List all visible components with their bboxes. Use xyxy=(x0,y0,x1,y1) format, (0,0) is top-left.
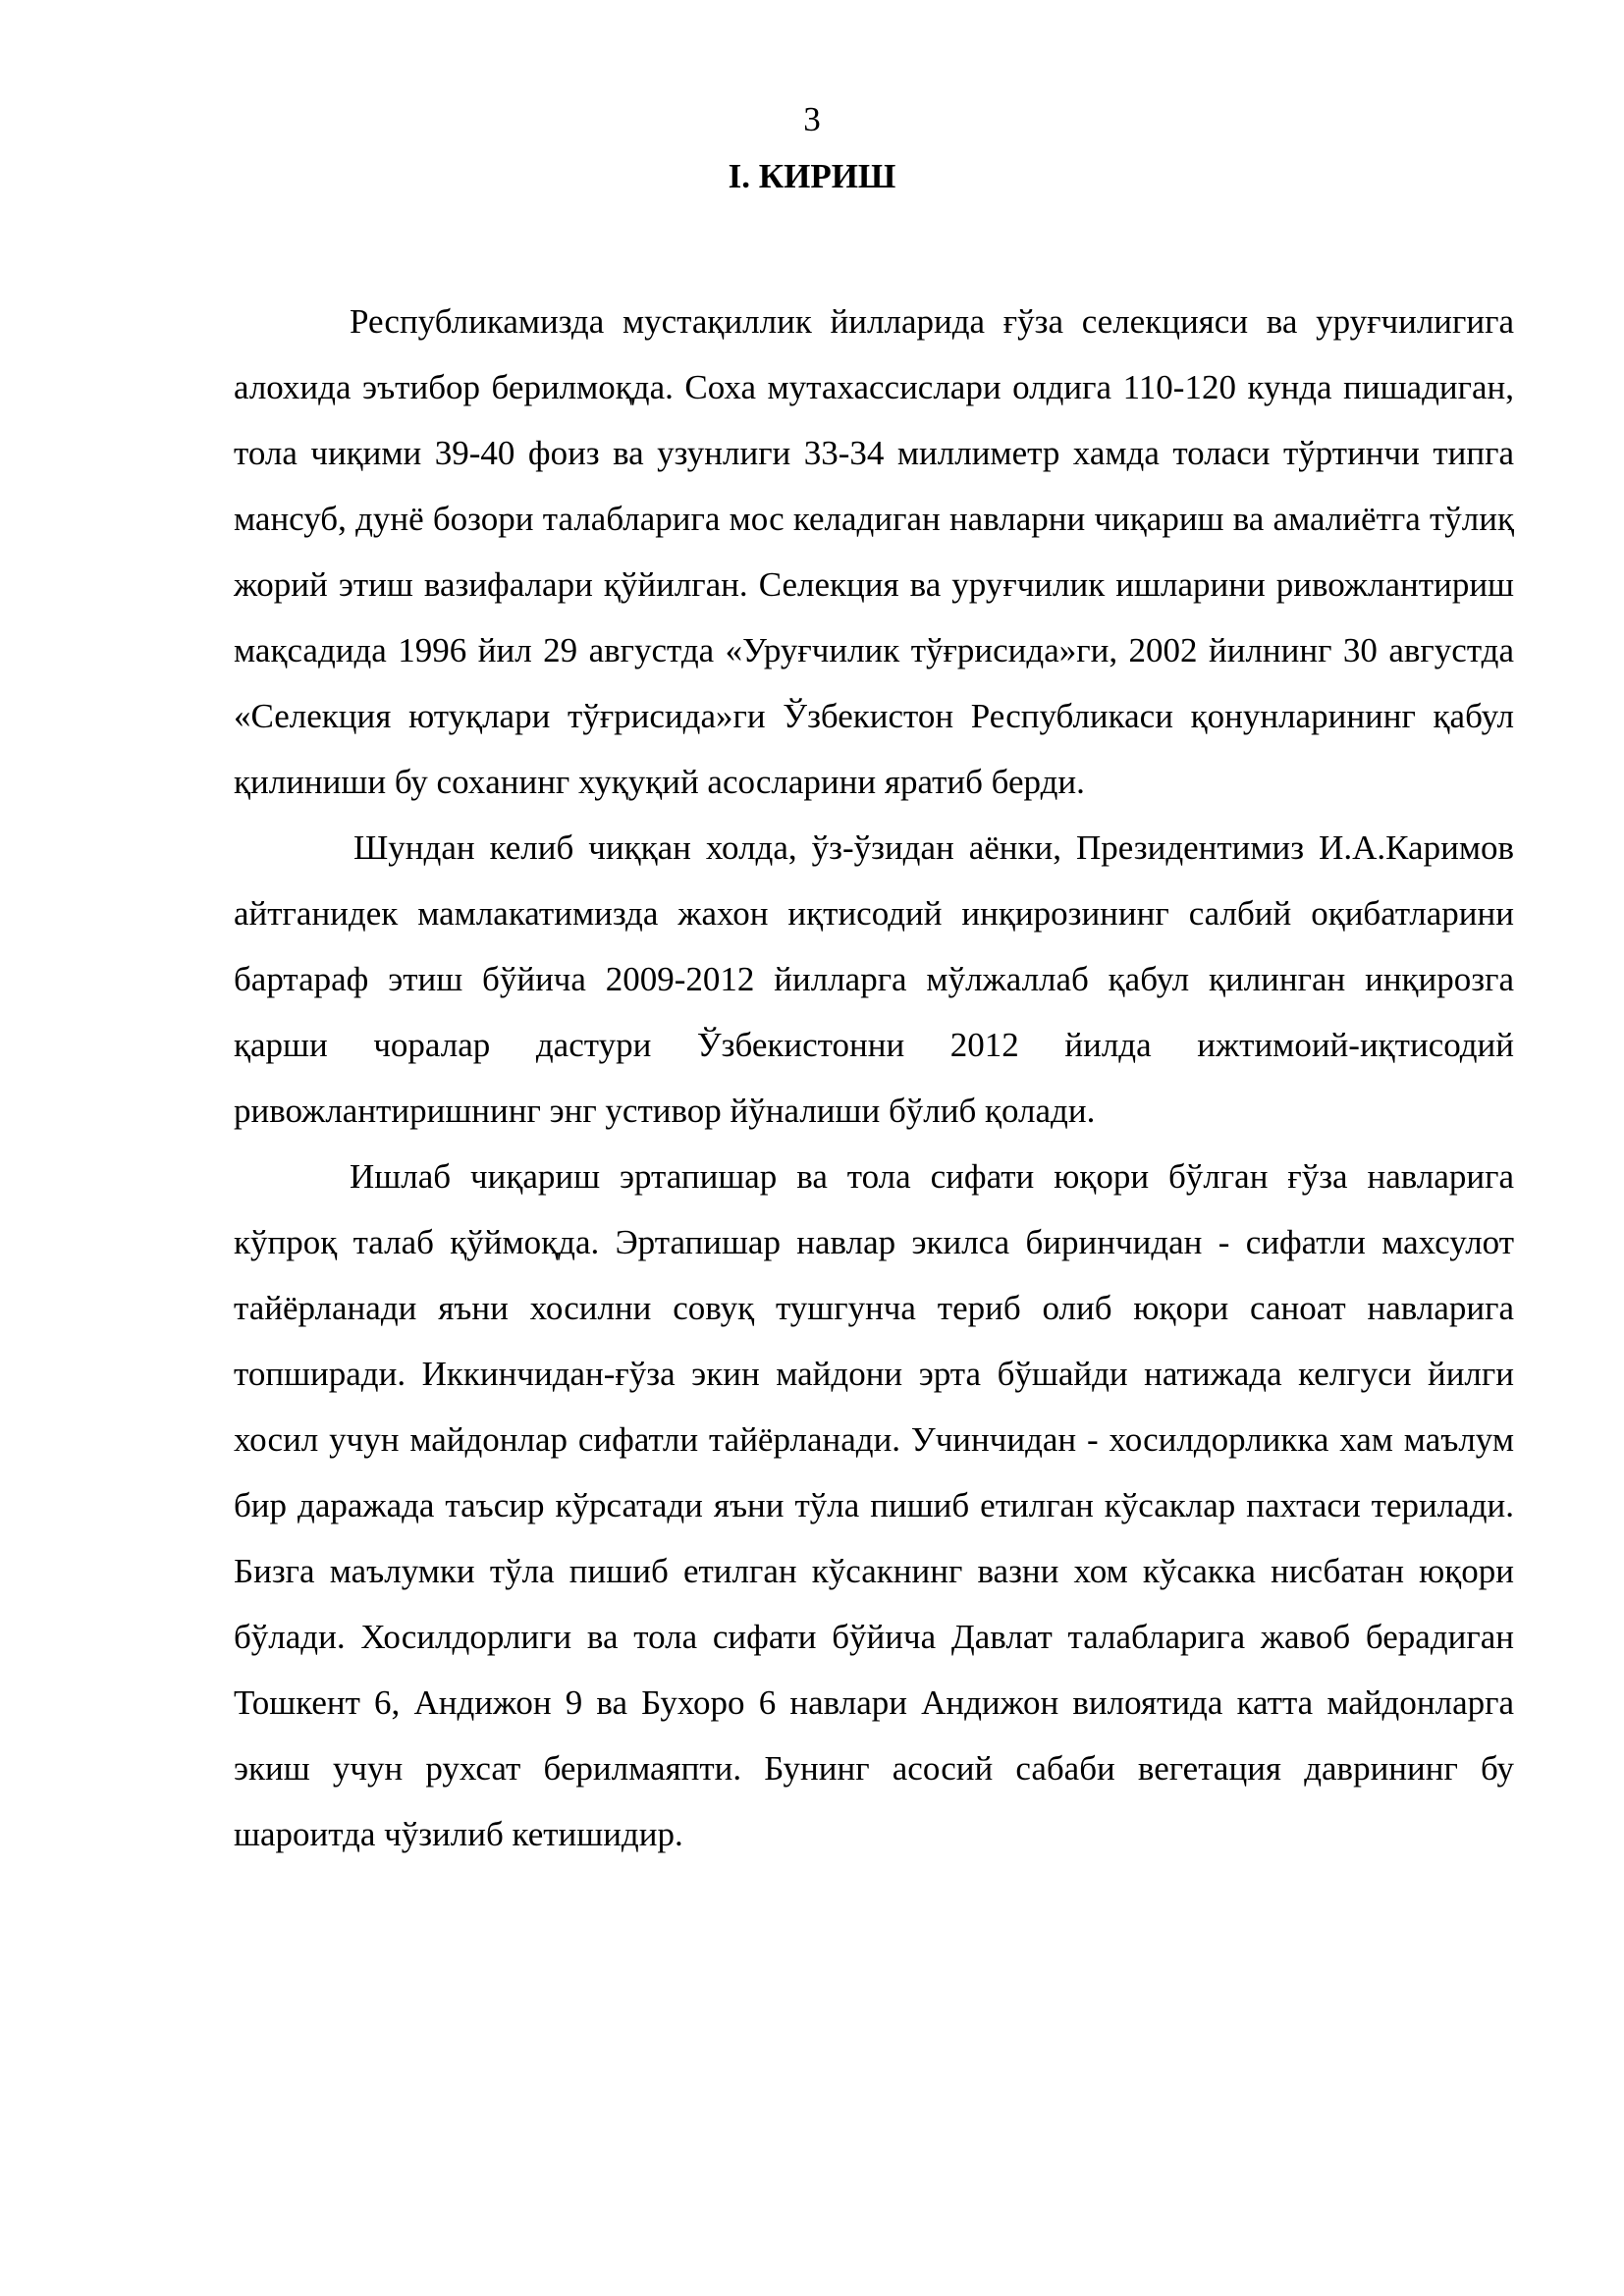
section-heading: I. КИРИШ xyxy=(728,157,896,195)
paragraph-1: Республикамизда мустақиллик йилларида ғўза селекцияси ва уруғчилигига алохида эътибор берилмоқда. Соха мутахассислари олдига 110-120 кунда пишадиган, тола чиқими 39-40 фоиз ва узунлиги 33-34 миллиметр хамда толаси тўртинчи типга мансуб, дунё бозори талабларига мос келадиган навларни чиқариш ва амалиётга тўлиқ жорий этиш вазифалари қўйилган. Селекция ва уруғчилик ишларини ривожлантириш мақсадида 1996 йил 29 августда «Уруғчилик тўғрисида»ги, 2002 йилнинг 30 августда «Селекция ютуқлари тўғрисида»ги Ўзбекистон Республикаси қонунларининг қабул қилиниши бу сохaнинг хуқуқий асосларини яратиб берди. xyxy=(234,302,1514,801)
paragraph-2: Шундан келиб чиққан холда, ўз-ўзидан аёнки, Президентимиз И.А.Каримов айтганидек мамлакатимизда жахон иқтисодий инқирозининг салбий оқибатларини бартараф этиш бўйича 2009-2012 йилларга мўлжаллаб қабул қилинган инқирозга қарши чоралар дастури Ўзбекистонни 2012 йилда ижтимоий-иқтисодий ривожлантиришнинг энг устивор йўналиши бўлиб қолади. xyxy=(234,828,1514,1130)
paragraph-3: Ишлаб чиқариш эртапишар ва тола сифати юқори бўлган ғўза навларига кўпроқ талаб қўймоқда. Эртапишар навлар экилса биринчидан - сифатли махсулот тайёрланади яъни хосилни совуқ тушгунча териб олиб юқори саноат навларига топширади. Иккинчидан-ғўза экин майдони эрта бўшайди натижада келгуси йилги хосил учун майдонлар сифатли тайёрланади. Учинчидан - хосилдорликка хам маълум бир даражада таъсир кўрсатади яъни тўла пишиб етилган кўсаклар пахтаси терилади. Бизга маълумки тўла пишиб етилган кўсакнинг вазни хом кўсакка нисбатан юқори бўлади. Хосилдорлиги ва тола сифати бўйича Давлат талабларига жавоб берадиган Тошкент 6, Андижон 9 ва Бухоро 6 навлари Андижон вилоятида катта майдонларга экиш учун рухсат берилмаяпти. Бунинг асосий сабаби вегетация даврининг бу шароитда чўзилиб кетишидир. xyxy=(234,1157,1514,1853)
body-text xyxy=(234,289,1514,1867)
page-number: 3 xyxy=(803,100,821,138)
